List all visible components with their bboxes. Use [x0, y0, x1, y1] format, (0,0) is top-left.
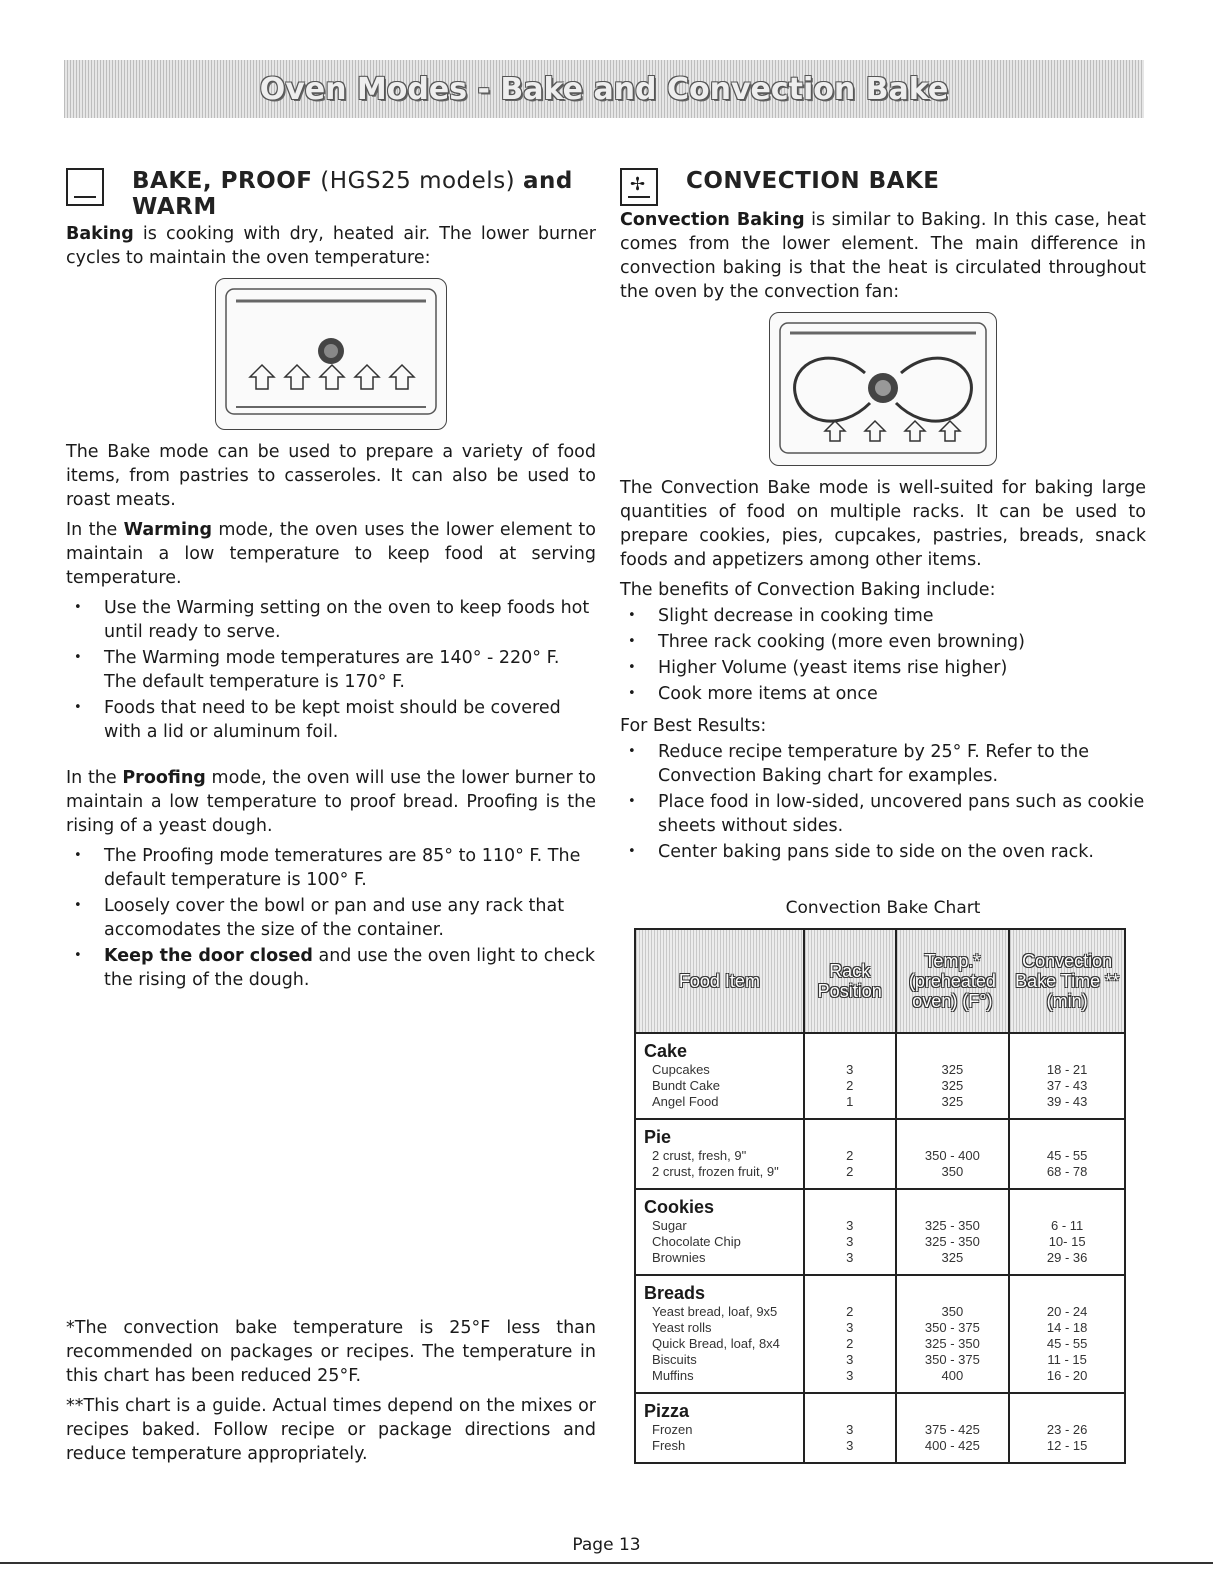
- convection-oven-illustration: [769, 312, 997, 466]
- temp-value: 325: [941, 1062, 964, 1077]
- rack-value: 2: [846, 1148, 854, 1163]
- page-number: Page 13: [572, 1535, 641, 1555]
- food-item: Bundt Cake: [652, 1078, 720, 1093]
- rack-value: 3: [846, 1320, 854, 1335]
- baking-intro: Baking is cooking with dry, heated air. The lower burner cycles to maintain the oven temperature:: [66, 224, 596, 268]
- list-item: • Foods that need to be kept moist should be covered with a lid or aluminum foil.: [66, 696, 596, 744]
- time-value: 45 - 55: [1046, 1148, 1088, 1163]
- warming-intro: In the Warming mode, the oven uses the lower element to maintain a low temperature to keep food at serving temperature.: [66, 520, 596, 588]
- temp-value: 325: [941, 1094, 964, 1109]
- temp-value: 350: [941, 1304, 964, 1319]
- time-cell: [1009, 1275, 1125, 1393]
- food-group-name: Breads: [644, 1283, 706, 1303]
- time-value: 18 - 21: [1046, 1062, 1088, 1077]
- rack-value: 2: [846, 1336, 854, 1351]
- time-value: 23 - 26: [1046, 1422, 1088, 1437]
- food-item: Frozen: [652, 1422, 693, 1437]
- time-value: 6 - 11: [1050, 1218, 1084, 1233]
- food-item: Angel Food: [652, 1094, 719, 1109]
- table-row: [635, 1189, 1125, 1275]
- temp-cell: [896, 1393, 1010, 1463]
- bake-section-heading: [66, 168, 596, 220]
- banner-title: Oven Modes - Bake and Convection Bake: [259, 71, 949, 107]
- food-group-cell: [635, 1033, 804, 1119]
- list-item: • The Proofing mode temeratures are 85° to 110° F. The default temperature is 100° F.: [66, 844, 596, 892]
- temp-value: 350 - 400: [924, 1148, 980, 1163]
- table-row: [635, 1275, 1125, 1393]
- rack-cell: [804, 1189, 896, 1275]
- list-item: • Keep the door closed and use the oven light to check the rising of the dough.: [66, 944, 596, 992]
- bake-oven-illustration: [215, 278, 447, 430]
- food-group-name: Pie: [644, 1127, 672, 1147]
- time-value: 20 - 24: [1046, 1304, 1088, 1319]
- warming-bullets: [66, 596, 596, 744]
- food-item: Yeast bread, loaf, 9x5: [652, 1304, 778, 1319]
- rack-cell: [804, 1119, 896, 1189]
- rack-value: 1: [846, 1094, 854, 1109]
- rack-value: 3: [846, 1250, 854, 1265]
- rack-value: 2: [846, 1304, 854, 1319]
- header-food-item: Food Item: [635, 929, 804, 1033]
- time-value: 37 - 43: [1046, 1078, 1088, 1093]
- rack-value: 3: [846, 1438, 854, 1453]
- time-value: 45 - 55: [1046, 1336, 1088, 1351]
- food-item: Brownies: [652, 1250, 706, 1265]
- header-rack-position: Rack Position: [804, 929, 896, 1033]
- time-cell: [1009, 1393, 1125, 1463]
- right-column: [620, 168, 1146, 872]
- rack-value: 3: [846, 1422, 854, 1437]
- food-item: Sugar: [652, 1218, 687, 1233]
- page-banner: [64, 60, 1144, 118]
- convection-section-heading: [620, 168, 1146, 206]
- time-value: 29 - 36: [1046, 1250, 1088, 1265]
- list-item: • Place food in low-sided, uncovered pans such as cookie sheets without sides.: [620, 790, 1146, 838]
- temp-value: 325: [941, 1250, 964, 1265]
- food-group-cell: [635, 1275, 804, 1393]
- time-cell: [1009, 1033, 1125, 1119]
- list-item: • Reduce recipe temperature by 25° F. Refer to the Convection Baking chart for examples.: [620, 740, 1146, 788]
- food-group-name: Cake: [644, 1041, 688, 1061]
- list-item: • Higher Volume (yeast items rise higher): [620, 656, 1146, 680]
- left-column: [66, 168, 596, 1000]
- list-item: • Slight decrease in cooking time: [620, 604, 1146, 628]
- temp-value: 325: [941, 1078, 964, 1093]
- footnote-guide: **This chart is a guide. Actual times depend on the mixes or recipes baked. Follow recipe or package directions and reduce temperature appropriately.: [66, 1396, 596, 1464]
- time-value: 39 - 43: [1046, 1094, 1088, 1109]
- chart-title: Convection Bake Chart: [785, 898, 981, 918]
- time-value: 68 - 78: [1046, 1164, 1088, 1179]
- food-item: Fresh: [652, 1438, 686, 1453]
- table-row: [635, 1119, 1125, 1189]
- food-item: Biscuits: [652, 1352, 697, 1367]
- temp-cell: [896, 1119, 1010, 1189]
- temp-value: 375 - 425: [924, 1422, 980, 1437]
- rack-value: 3: [846, 1234, 854, 1249]
- best-results-list: [620, 740, 1146, 864]
- food-group-cell: [635, 1189, 804, 1275]
- proofing-bullets: [66, 844, 596, 992]
- temp-value: 350: [941, 1164, 964, 1179]
- food-item: Quick Bread, loaf, 8x4: [652, 1336, 780, 1351]
- rack-cell: [804, 1033, 896, 1119]
- food-item: 2 crust, frozen fruit, 9": [652, 1164, 779, 1179]
- rack-value: 3: [846, 1062, 854, 1077]
- temp-value: 350 - 375: [924, 1352, 980, 1367]
- temp-value: 350 - 375: [924, 1320, 980, 1335]
- bake-description: The Bake mode can be used to prepare a variety of food items, from pastries to casseroles. It can also be used to roast meats.: [66, 442, 596, 510]
- list-item: • Cook more items at once: [620, 682, 1146, 706]
- food-group-cell: [635, 1119, 804, 1189]
- food-item: Muffins: [652, 1368, 694, 1383]
- list-item: • Use the Warming setting on the oven to keep foods hot until ready to serve.: [66, 596, 596, 644]
- temp-cell: [896, 1033, 1010, 1119]
- rack-value: 3: [846, 1368, 854, 1383]
- rack-value: 3: [846, 1218, 854, 1233]
- time-value: 11 - 15: [1047, 1352, 1087, 1367]
- rack-cell: [804, 1275, 896, 1393]
- time-value: 16 - 20: [1046, 1368, 1088, 1383]
- bake-section-title: BAKE, PROOF (HGS25 models) and WARM: [132, 168, 573, 220]
- convection-intro: Convection Baking is similar to Baking. In this case, heat comes from the lower element. The main difference in convection baking is that the heat is circulated throughout the oven by the convection fan:: [620, 210, 1146, 302]
- list-item: • Loosely cover the bowl or pan and use any rack that accomodates the size of the container.: [66, 894, 596, 942]
- rack-value: 3: [846, 1352, 854, 1367]
- food-group-name: Pizza: [644, 1401, 690, 1421]
- temp-value: 400: [941, 1368, 964, 1383]
- rack-cell: [804, 1393, 896, 1463]
- temp-value: 400 - 425: [924, 1438, 980, 1453]
- food-group-name: Cookies: [644, 1197, 715, 1217]
- table-row: [635, 1393, 1125, 1463]
- table-row: [635, 1033, 1125, 1119]
- rack-value: 2: [846, 1164, 854, 1179]
- food-item: Chocolate Chip: [652, 1234, 741, 1249]
- header-temp: Temp.* (preheated oven) (F°): [896, 929, 1010, 1033]
- rack-value: 2: [846, 1078, 854, 1093]
- header-bake-time: Convection Bake Time ** (min): [1009, 929, 1125, 1033]
- food-item: Cupcakes: [652, 1062, 710, 1077]
- time-value: 14 - 18: [1046, 1320, 1088, 1335]
- list-item: • Three rack cooking (more even browning): [620, 630, 1146, 654]
- bake-mode-icon: [66, 168, 104, 206]
- time-cell: [1009, 1119, 1125, 1189]
- chart-footnotes: [66, 1316, 596, 1472]
- time-value: 12 - 15: [1046, 1438, 1088, 1453]
- proofing-intro: In the Proofing mode, the oven will use the lower burner to maintain a low temperature to proof bread. Proofing is the rising of a yeast dough.: [66, 768, 596, 836]
- time-cell: [1009, 1189, 1125, 1275]
- temp-value: 325 - 350: [924, 1234, 980, 1249]
- best-results-heading: For Best Results:: [620, 716, 767, 736]
- convection-section-title: CONVECTION BAKE: [686, 168, 940, 194]
- benefits-heading: The benefits of Convection Baking include:: [620, 580, 996, 600]
- time-value: 10- 15: [1048, 1234, 1086, 1249]
- temp-cell: [896, 1189, 1010, 1275]
- list-item: • Center baking pans side to side on the oven rack.: [620, 840, 1146, 864]
- table-header-row: [635, 929, 1125, 1033]
- food-item: Yeast rolls: [652, 1320, 712, 1335]
- benefits-list: [620, 604, 1146, 706]
- food-item: 2 crust, fresh, 9": [652, 1148, 747, 1163]
- bottom-rule: [0, 1562, 1213, 1564]
- temp-value: 325 - 350: [924, 1336, 980, 1351]
- convection-bake-chart: [634, 928, 1126, 1464]
- list-item: • The Warming mode temperatures are 140° - 220° F. The default temperature is 170° F.: [66, 646, 596, 694]
- footnote-temperature: *The convection bake temperature is 25°F less than recommended on packages or recipes. The temperature in this chart has been reduced 25°F.: [66, 1318, 596, 1386]
- convection-description: The Convection Bake mode is well-suited for baking large quantities of food on multiple racks. It can be used to prepare cookies, pies, cupcakes, pastries, breads, snack foods and appetizers among other items.: [620, 478, 1146, 570]
- convection-fan-icon: ✢: [620, 168, 658, 206]
- temp-cell: [896, 1275, 1010, 1393]
- food-group-cell: [635, 1393, 804, 1463]
- temp-value: 325 - 350: [924, 1218, 980, 1233]
